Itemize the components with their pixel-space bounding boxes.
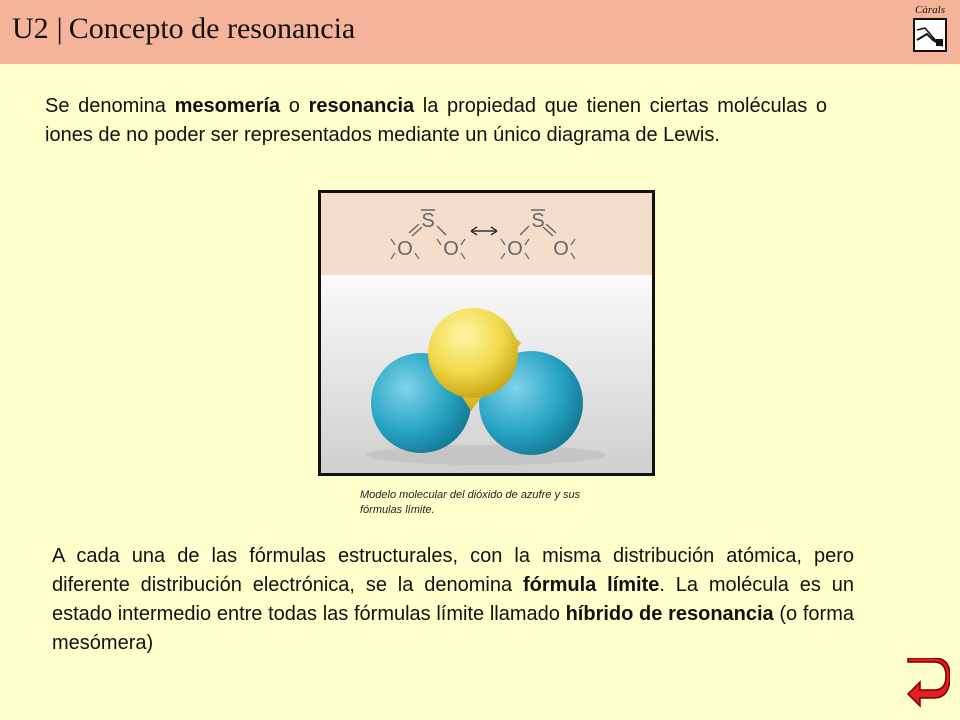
molecule-figure <box>318 190 655 476</box>
page-title <box>12 12 355 46</box>
right-oxygen-2-symbol: O <box>553 238 569 260</box>
logo-text: Càrals <box>915 4 945 16</box>
left-oxygen-1-symbol: O <box>397 238 413 260</box>
logo-icon <box>910 4 950 54</box>
header-bar <box>0 0 960 64</box>
molecule-illustration <box>321 193 652 473</box>
term-formula-limite: fórmula límite <box>522 574 660 596</box>
return-arrow-icon[interactable] <box>904 658 950 708</box>
logo-box <box>913 18 947 52</box>
term-mesomeria: mesomería <box>174 95 281 117</box>
term-resonancia: resonancia <box>308 95 415 117</box>
right-sulfur-symbol: S <box>531 210 545 232</box>
right-oxygen-1-symbol: O <box>507 238 523 260</box>
figure-caption: Modelo molecular del dióxido de azufre y sus fórmulas límite. <box>360 489 581 516</box>
unit-label: U2 <box>12 12 49 45</box>
limit-formula-paragraph: A cada una de las fórmulas estructurales, con la misma distribución atómica, pero diferente distribución electrónica, se la denomina fórmula límite. La molécula es un estado intermedio entre todas las fórmulas límite llamado híbrido de resonancia (o forma mesómera) <box>52 545 855 654</box>
left-sulfur-symbol: S <box>421 210 435 232</box>
title-separator: | <box>56 12 63 45</box>
title-text: Concepto de resonancia <box>68 12 356 45</box>
left-oxygen-2-symbol: O <box>443 238 459 260</box>
intro-paragraph: Se denomina mesomería o resonancia la propiedad que tienen ciertas moléculas o iones de no poder ser representados mediante un único diagrama de Lewis. <box>45 95 827 146</box>
term-hibrido-resonancia: híbrido de resonancia <box>565 603 774 625</box>
